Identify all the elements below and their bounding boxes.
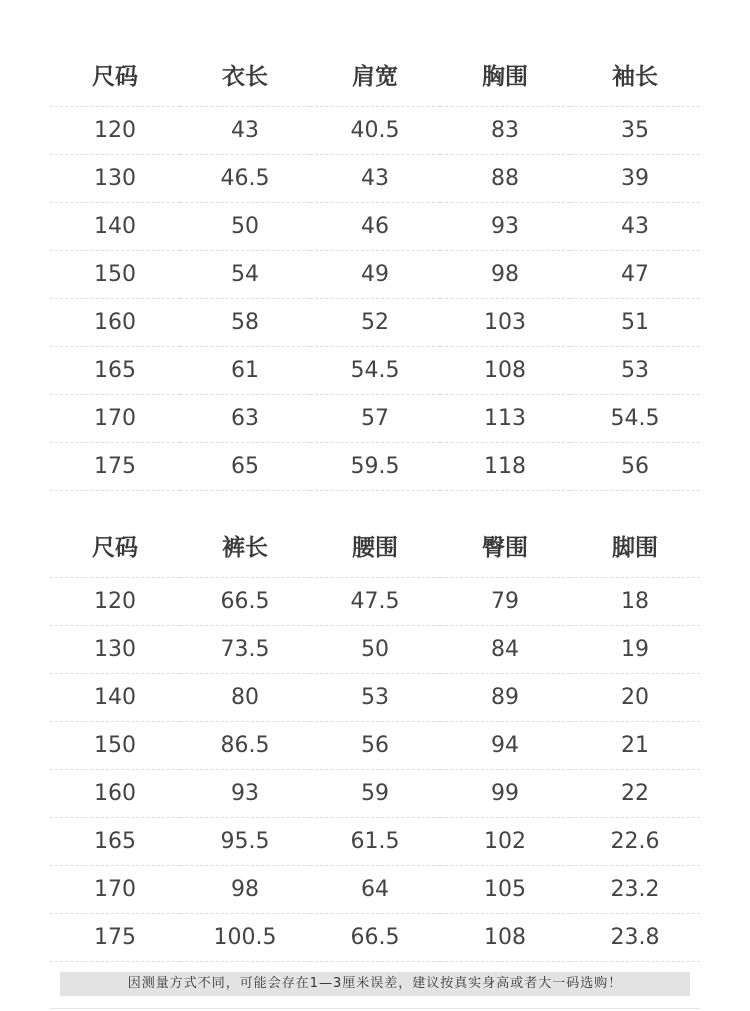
top-table-cell: 54.5 bbox=[310, 346, 440, 394]
bottom-size-table bbox=[50, 515, 700, 962]
top-table-cell: 57 bbox=[310, 394, 440, 442]
bottom-table-body bbox=[50, 577, 700, 961]
top-table-cell: 40.5 bbox=[310, 106, 440, 154]
top-table-cell: 170 bbox=[50, 394, 180, 442]
top-table-row bbox=[50, 106, 700, 154]
top-column-header: 袖长 bbox=[570, 44, 700, 106]
top-table-cell: 118 bbox=[440, 442, 570, 490]
top-table-cell: 56 bbox=[570, 442, 700, 490]
bottom-table-cell: 89 bbox=[440, 673, 570, 721]
bottom-table-row bbox=[50, 913, 700, 961]
top-table-cell: 65 bbox=[180, 442, 310, 490]
top-table-cell: 63 bbox=[180, 394, 310, 442]
top-table-cell: 160 bbox=[50, 298, 180, 346]
bottom-column-header: 腰围 bbox=[310, 515, 440, 577]
top-column-header: 尺码 bbox=[50, 44, 180, 106]
bottom-table-cell: 18 bbox=[570, 577, 700, 625]
bottom-table-cell: 98 bbox=[180, 865, 310, 913]
bottom-table-row bbox=[50, 673, 700, 721]
top-table-cell: 46 bbox=[310, 202, 440, 250]
top-table-cell: 61 bbox=[180, 346, 310, 394]
top-column-header: 胸围 bbox=[440, 44, 570, 106]
bottom-table-cell: 100.5 bbox=[180, 913, 310, 961]
top-table-cell: 39 bbox=[570, 154, 700, 202]
top-table-header bbox=[50, 44, 700, 106]
bottom-table-cell: 120 bbox=[50, 577, 180, 625]
bottom-column-header: 尺码 bbox=[50, 515, 180, 577]
bottom-table-row bbox=[50, 817, 700, 865]
bottom-table-cell: 73.5 bbox=[180, 625, 310, 673]
bottom-table-cell: 94 bbox=[440, 721, 570, 769]
bottom-table-row bbox=[50, 865, 700, 913]
top-table-cell: 130 bbox=[50, 154, 180, 202]
top-table-cell: 54.5 bbox=[570, 394, 700, 442]
bottom-table-cell: 165 bbox=[50, 817, 180, 865]
bottom-table-cell: 99 bbox=[440, 769, 570, 817]
bottom-table-cell: 21 bbox=[570, 721, 700, 769]
top-table-cell: 113 bbox=[440, 394, 570, 442]
bottom-table-cell: 66.5 bbox=[310, 913, 440, 961]
bottom-header-row bbox=[50, 515, 700, 577]
bottom-table-row bbox=[50, 625, 700, 673]
bottom-table-cell: 20 bbox=[570, 673, 700, 721]
top-table-body bbox=[50, 106, 700, 490]
bottom-table-cell: 140 bbox=[50, 673, 180, 721]
top-table-row bbox=[50, 442, 700, 490]
top-table-cell: 150 bbox=[50, 250, 180, 298]
top-table-cell: 50 bbox=[180, 202, 310, 250]
bottom-table-cell: 105 bbox=[440, 865, 570, 913]
bottom-table-row bbox=[50, 721, 700, 769]
bottom-table-cell: 66.5 bbox=[180, 577, 310, 625]
bottom-table-row bbox=[50, 769, 700, 817]
top-table-cell: 98 bbox=[440, 250, 570, 298]
top-table-cell: 46.5 bbox=[180, 154, 310, 202]
top-table-row bbox=[50, 250, 700, 298]
measurement-note: 因测量方式不同，可能会存在1—3厘米误差，建议按真实身高或者大一码选购！ bbox=[60, 972, 690, 996]
bottom-table-cell: 22.6 bbox=[570, 817, 700, 865]
top-table-cell: 43 bbox=[310, 154, 440, 202]
bottom-table-cell: 59 bbox=[310, 769, 440, 817]
bottom-table-cell: 80 bbox=[180, 673, 310, 721]
bottom-table-cell: 47.5 bbox=[310, 577, 440, 625]
bottom-table-cell: 23.2 bbox=[570, 865, 700, 913]
bottom-table-cell: 93 bbox=[180, 769, 310, 817]
top-table-cell: 53 bbox=[570, 346, 700, 394]
top-table-cell: 88 bbox=[440, 154, 570, 202]
top-table-cell: 49 bbox=[310, 250, 440, 298]
bottom-table-cell: 160 bbox=[50, 769, 180, 817]
top-table-cell: 58 bbox=[180, 298, 310, 346]
top-table-cell: 52 bbox=[310, 298, 440, 346]
top-table-cell: 43 bbox=[180, 106, 310, 154]
bottom-table-row bbox=[50, 577, 700, 625]
bottom-table-cell: 102 bbox=[440, 817, 570, 865]
bottom-divider bbox=[50, 1008, 700, 1009]
top-table-cell: 43 bbox=[570, 202, 700, 250]
bottom-table-cell: 84 bbox=[440, 625, 570, 673]
bottom-table-cell: 56 bbox=[310, 721, 440, 769]
top-table-cell: 120 bbox=[50, 106, 180, 154]
top-table-cell: 59.5 bbox=[310, 442, 440, 490]
top-table-cell: 35 bbox=[570, 106, 700, 154]
bottom-table-cell: 95.5 bbox=[180, 817, 310, 865]
bottom-table-cell: 79 bbox=[440, 577, 570, 625]
bottom-table-cell: 22 bbox=[570, 769, 700, 817]
top-table-row bbox=[50, 154, 700, 202]
top-table-cell: 175 bbox=[50, 442, 180, 490]
top-table-row bbox=[50, 346, 700, 394]
top-header-row bbox=[50, 44, 700, 106]
bottom-table-cell: 53 bbox=[310, 673, 440, 721]
bottom-table-cell: 23.8 bbox=[570, 913, 700, 961]
bottom-table-cell: 108 bbox=[440, 913, 570, 961]
bottom-table-cell: 130 bbox=[50, 625, 180, 673]
bottom-table-cell: 19 bbox=[570, 625, 700, 673]
bottom-table-cell: 50 bbox=[310, 625, 440, 673]
bottom-table-cell: 64 bbox=[310, 865, 440, 913]
top-table-cell: 47 bbox=[570, 250, 700, 298]
top-table-row bbox=[50, 298, 700, 346]
bottom-table-cell: 170 bbox=[50, 865, 180, 913]
top-table-cell: 103 bbox=[440, 298, 570, 346]
bottom-column-header: 裤长 bbox=[180, 515, 310, 577]
bottom-column-header: 脚围 bbox=[570, 515, 700, 577]
top-table-cell: 93 bbox=[440, 202, 570, 250]
top-table-cell: 54 bbox=[180, 250, 310, 298]
top-table-cell: 51 bbox=[570, 298, 700, 346]
top-table-cell: 140 bbox=[50, 202, 180, 250]
top-column-header: 肩宽 bbox=[310, 44, 440, 106]
top-table-cell: 83 bbox=[440, 106, 570, 154]
top-column-header: 衣长 bbox=[180, 44, 310, 106]
bottom-table-cell: 175 bbox=[50, 913, 180, 961]
top-table-row bbox=[50, 394, 700, 442]
bottom-table-cell: 86.5 bbox=[180, 721, 310, 769]
top-table-row bbox=[50, 202, 700, 250]
bottom-table-cell: 61.5 bbox=[310, 817, 440, 865]
bottom-table-cell: 150 bbox=[50, 721, 180, 769]
top-table-cell: 108 bbox=[440, 346, 570, 394]
bottom-table-header bbox=[50, 515, 700, 577]
top-size-table bbox=[50, 44, 700, 491]
top-table-cell: 165 bbox=[50, 346, 180, 394]
bottom-column-header: 臀围 bbox=[440, 515, 570, 577]
